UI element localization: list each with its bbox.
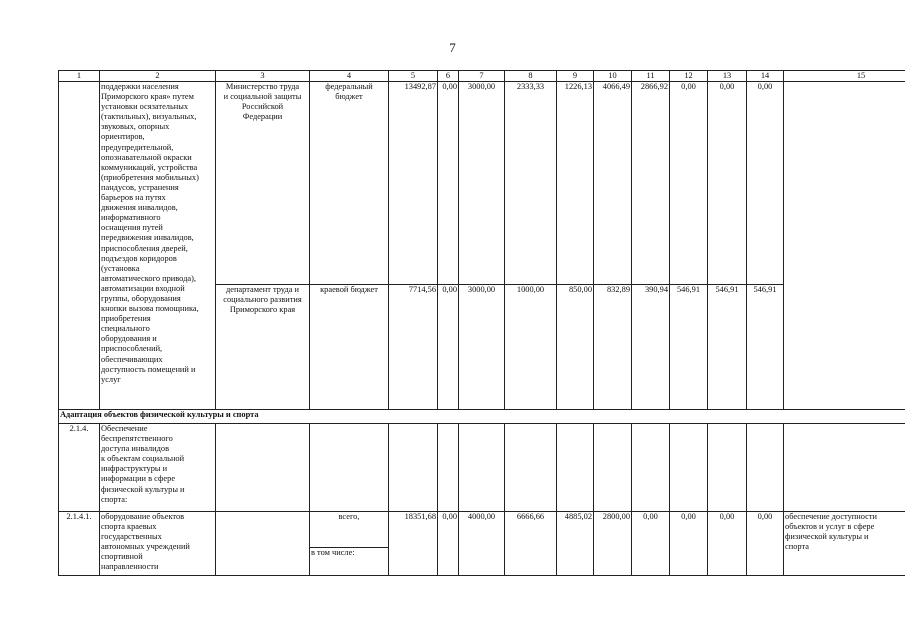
col-header: 12 (670, 71, 708, 82)
funding-source-cell: всего, (310, 512, 389, 548)
col-header: 11 (632, 71, 670, 82)
value-cell: 6666,66 (505, 512, 557, 576)
value-cell: 0,00 (747, 512, 784, 576)
value-cell: 0,00 (708, 82, 747, 285)
col-header: 14 (747, 71, 784, 82)
value-cell (557, 424, 594, 512)
value-cell: 2800,00 (594, 512, 632, 576)
section-heading-row (59, 410, 905, 424)
value-cell (747, 424, 784, 512)
value-cell: 0,00 (670, 82, 708, 285)
col-header: 9 (557, 71, 594, 82)
value-cell: 546,91 (670, 285, 708, 410)
col-header: 13 (708, 71, 747, 82)
col-header: 15 (784, 71, 905, 82)
value-cell (389, 424, 438, 512)
value-cell: 4885,02 (557, 512, 594, 576)
measure-description: поддержки населения Приморского края» путем установки осязательных (тактильных), визуальных, звуковых, опорных ориентиров, предупредительной, опознавательной окраски коммуникаций, устройства (приобретения мобильных) пандусов, устранения барьеров на путях движения инвалидов, информативного оснащения путей передвижения инвалидов, приспособления дверей, подъездов коридоров (установка автоматического привода), автоматизации входной группы, оборудования кнопки вызова помощника, приобретения специального оборудования и приспособлений, обеспечивающих доступность помещений и услуг (100, 82, 216, 410)
value-cell (594, 424, 632, 512)
result-cell (784, 82, 905, 410)
value-cell: 0,00 (632, 512, 670, 576)
value-cell: 390,94 (632, 285, 670, 410)
value-cell: 0,00 (670, 512, 708, 576)
col-header: 10 (594, 71, 632, 82)
funding-source-cell: федеральный бюджет (310, 82, 389, 285)
value-cell: 1226,13 (557, 82, 594, 285)
value-cell: 4000,00 (459, 512, 505, 576)
col-header: 8 (505, 71, 557, 82)
col-header: 6 (438, 71, 459, 82)
value-cell: 0,00 (438, 512, 459, 576)
value-cell (708, 424, 747, 512)
value-cell: 0,00 (438, 285, 459, 410)
value-cell: 18351,68 (389, 512, 438, 576)
page-number: 7 (449, 40, 456, 55)
row-number-cell: 2.1.4. (59, 424, 100, 512)
col-header: 5 (389, 71, 438, 82)
result-cell (784, 424, 905, 512)
value-cell (670, 424, 708, 512)
value-cell: 13492,87 (389, 82, 438, 285)
funding-source-cell: в том числе: (310, 548, 389, 576)
column-number-row (59, 71, 905, 82)
program-table (58, 70, 905, 576)
value-cell: 546,91 (747, 285, 784, 410)
measure-description: оборудование объектов спорта краевых государственных автономных учреждений спортивной направленности (100, 512, 216, 576)
value-cell: 832,89 (594, 285, 632, 410)
value-cell: 1000,00 (505, 285, 557, 410)
executor-cell (216, 512, 310, 576)
row-number-cell (59, 82, 100, 410)
table-row (59, 512, 905, 548)
col-header: 7 (459, 71, 505, 82)
executor-cell: департамент труда и социального развития Приморского края (216, 285, 310, 410)
value-cell: 850,00 (557, 285, 594, 410)
value-cell: 2333,33 (505, 82, 557, 285)
value-cell: 3000,00 (459, 285, 505, 410)
value-cell (459, 424, 505, 512)
col-header: 3 (216, 71, 310, 82)
table-row (59, 424, 905, 512)
value-cell: 0,00 (708, 512, 747, 576)
executor-cell: Министерство труда и социальной защиты Российской Федерации (216, 82, 310, 285)
value-cell (505, 424, 557, 512)
value-cell: 7714,56 (389, 285, 438, 410)
result-cell: обеспечение доступности объектов и услуг в сфере физической культуры и спорта (784, 512, 905, 576)
value-cell: 0,00 (438, 82, 459, 285)
funding-source-cell: краевой бюджет (310, 285, 389, 410)
value-cell (632, 424, 670, 512)
value-cell: 4066,49 (594, 82, 632, 285)
col-header: 4 (310, 71, 389, 82)
value-cell: 3000,00 (459, 82, 505, 285)
value-cell: 546,91 (708, 285, 747, 410)
col-header: 2 (100, 71, 216, 82)
executor-cell (216, 424, 310, 512)
value-cell (438, 424, 459, 512)
funding-source-cell (310, 424, 389, 512)
value-cell: 0,00 (747, 82, 784, 285)
col-header: 1 (59, 71, 100, 82)
measure-description: Обеспечение беспрепятственного доступа инвалидов к объектам социальной инфраструктуры и информации в сфере физической культуры и спорта: (100, 424, 216, 512)
value-cell: 2866,92 (632, 82, 670, 285)
table-row (59, 82, 905, 285)
row-number-cell: 2.1.4.1. (59, 512, 100, 576)
section-title: Адаптация объектов физической культуры и спорта (59, 410, 905, 424)
